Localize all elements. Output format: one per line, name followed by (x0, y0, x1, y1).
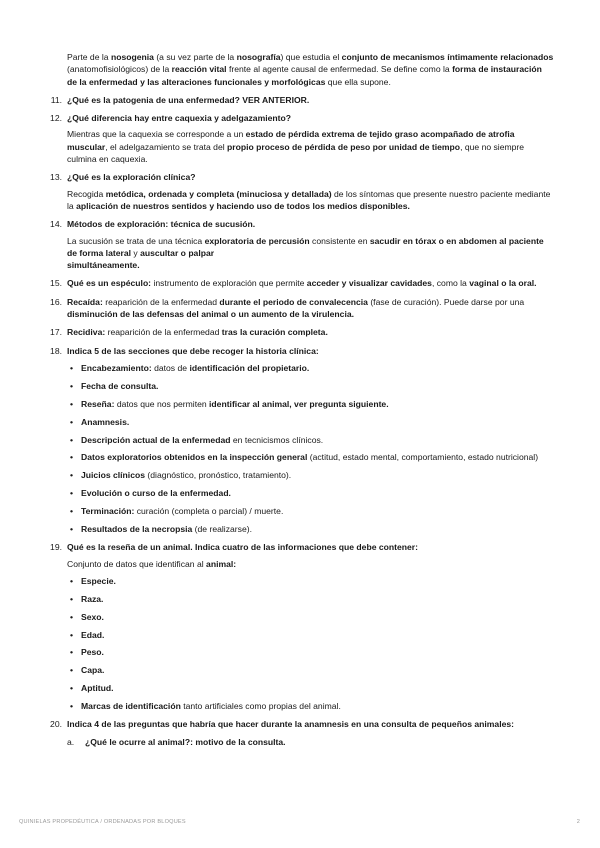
list-item (67, 700, 554, 712)
list-item (67, 469, 554, 481)
bullet-icon: • (70, 701, 74, 712)
text-run: en tecnicismos clínicos. (230, 434, 324, 445)
bold-run: Recaída: (67, 296, 103, 307)
list-item (67, 593, 554, 605)
bullet-icon: • (70, 470, 74, 481)
question-text: ¿Qué es la patogenia de una enfermedad? VER ANTERIOR. (67, 94, 310, 105)
question-number: 16. (50, 296, 62, 307)
bullet-icon: • (70, 434, 74, 445)
bold-run: forma de instauración de la enfermedad y las alteraciones funcionales y morfológicas (67, 64, 542, 87)
bold-run: Reseña: (81, 398, 115, 409)
answer-13 (49, 188, 554, 213)
bold-run: Qué es un espéculo: (67, 278, 152, 289)
question-18 (49, 345, 554, 357)
question-number: 18. (50, 345, 62, 356)
bullet-icon: • (70, 523, 74, 534)
text-run: Parte de la (67, 52, 111, 62)
question-text: Métodos de exploración: técnica de sucusión. (67, 219, 256, 230)
list-item (67, 451, 554, 463)
bold-run: Marcas de identificación (81, 701, 181, 712)
bold-run: durante el periodo de convalecencia (219, 296, 368, 307)
page-number: 2 (576, 819, 580, 825)
bold-run: auscultar o palpar (140, 247, 215, 258)
text-run: (actitud, estado mental, comportamiento, estado nutricional) (307, 452, 539, 463)
bold-run: Terminación: (81, 506, 135, 517)
bold-run: Descripción actual de la enfermedad (81, 434, 231, 445)
text-run: Conjunto de datos que identifican al (67, 558, 207, 569)
list-item (67, 611, 554, 623)
bold-run: Aptitud. (81, 683, 114, 694)
text-run: ) que estudia el (280, 52, 342, 62)
text-run: y (131, 247, 141, 258)
question-text: Indica 5 de las secciones que debe recoger la historia clínica: (67, 345, 319, 356)
question-number: 17. (50, 327, 62, 338)
question-text: ¿Qué es la exploración clínica? (67, 172, 196, 183)
list-item (67, 664, 554, 676)
bullet-icon: • (70, 452, 74, 463)
question-14 (49, 218, 554, 230)
text-run: Recogida (67, 188, 106, 199)
bullet-icon: • (70, 398, 74, 409)
bullet-icon: • (70, 593, 74, 604)
question-text: Indica 4 de las preguntas que habría que hacer durante la anamnesis en una consulta de pequeños animales: (67, 719, 515, 730)
question-number: 11. (50, 94, 62, 105)
bold-run: Fecha de consulta. (81, 380, 159, 391)
question-number: 19. (50, 542, 62, 553)
bullet-icon: • (70, 683, 74, 694)
text-run: tanto artificiales como propias del animal. (180, 701, 341, 712)
bold-run: Edad. (81, 629, 105, 640)
list-item (67, 362, 554, 374)
answer-14 (49, 235, 554, 272)
bold-run: Anamnesis. (81, 416, 130, 427)
question-number: 13. (50, 172, 62, 183)
bold-run: disminución de las defensas del animal o un aumento de la virulencia. (67, 309, 355, 320)
bold-run: Peso. (81, 647, 104, 658)
bullet-icon: • (70, 647, 74, 658)
bold-run: tras la curación completa. (221, 327, 328, 338)
question-19 (49, 541, 554, 553)
bold-run: Sexo. (81, 611, 104, 622)
bold-run: Raza. (81, 593, 104, 604)
history-sections-list (49, 362, 554, 535)
bullet-icon: • (70, 380, 74, 391)
question-number: 14. (50, 219, 62, 230)
bold-run: sacudir en tórax o en abdomen al paciente de forma lateral (67, 235, 544, 258)
text-run: instrumento de exploración que permite (151, 278, 307, 289)
bold-run: nosogenia (110, 52, 154, 62)
text-run: consistente en (309, 235, 370, 246)
bold-run: Recidiva: (67, 327, 106, 338)
list-item (67, 629, 554, 641)
bullet-icon: • (70, 362, 74, 373)
list-item (67, 682, 554, 694)
bullet-icon: • (70, 629, 74, 640)
list-item (67, 380, 554, 392)
bold-run: ¿Qué le ocurre al animal?: motivo de la consulta. (85, 736, 286, 747)
text-run: curación (completa o parcial) / muerte. (134, 506, 284, 517)
bullet-icon: • (70, 611, 74, 622)
text-run: reaparición de la enfermedad (105, 327, 222, 338)
text-run: frente al agente causal de enfermedad. Se define como la (226, 64, 453, 75)
bullet-icon: • (70, 488, 74, 499)
bold-run: Especie. (81, 575, 116, 586)
text-run: (diagnóstico, pronóstico, tratamiento). (145, 470, 292, 481)
list-item (67, 575, 554, 587)
text-run: (anatomofisiológicos) de la (67, 64, 172, 75)
text-run: (a su vez parte de la (153, 52, 237, 62)
bold-run: identificar al animal, ver pregunta siguiente. (209, 398, 389, 409)
text-run: , el adelgazamiento se trata del (105, 141, 228, 152)
text-run: de los síntomas que presente nuestro paciente mediante la (67, 188, 551, 211)
question-17 (49, 326, 554, 338)
question-12 (49, 112, 554, 124)
footer-title: QUINIELAS PROPEDÉUTICA / ORDENADAS POR BLOQUES (19, 819, 186, 825)
question-number: 15. (50, 278, 62, 289)
answer-12 (49, 128, 554, 165)
question-number: 12. (50, 113, 62, 124)
answer-19 (49, 558, 554, 570)
bold-run: conjunto de mecanismos íntimamente relacionados (341, 52, 554, 62)
list-item (67, 646, 554, 658)
bold-run: propio proceso de pérdida de peso por unidad de tiempo (227, 141, 461, 152)
list-item (67, 398, 554, 410)
bullet-icon: • (70, 665, 74, 676)
question-20 (49, 718, 554, 730)
list-item (67, 487, 554, 499)
bold-run: reacción vital (171, 64, 227, 75)
bullet-icon: • (70, 506, 74, 517)
bullet-icon: • (70, 416, 74, 427)
bold-run: exploratoria de percusión (204, 235, 310, 246)
bold-run: identificación del propietario. (189, 362, 310, 373)
question-text: ¿Qué diferencia hay entre caquexia y adelgazamiento? (67, 113, 291, 124)
text-run: , como la (431, 278, 470, 289)
text-run: datos que nos permiten (114, 398, 210, 409)
bold-run: Capa. (81, 665, 105, 676)
text-run: reaparición de la enfermedad (102, 296, 220, 307)
bold-run: Evolución o curso de la enfermedad. (81, 488, 231, 499)
question-11 (49, 94, 554, 106)
review-info-list (49, 575, 554, 713)
bold-run: acceder y visualizar cavidades (306, 278, 432, 289)
list-item (67, 416, 554, 428)
text-run: datos de (151, 362, 190, 373)
text-run: que ella supone. (325, 76, 391, 87)
intro-paragraph (49, 51, 554, 88)
bold-run: animal: (206, 558, 237, 569)
text-run: , que no siempre culmina en caquexia. (67, 141, 525, 165)
text-run: (fase de curación). Puede darse por una (367, 296, 525, 307)
question-number: 20. (50, 719, 62, 730)
question-16 (49, 296, 554, 321)
list-item (67, 434, 554, 446)
text-run: Mientras que la caquexia se corresponde a un (67, 129, 246, 140)
list-item (67, 505, 554, 517)
bold-run: metódica, ordenada y completa (minuciosa y detallada) (105, 188, 332, 199)
bold-run: aplicación de nuestros sentidos y haciendo uso de todos los medios disponibles. (76, 200, 410, 211)
bold-run: nosografía (236, 52, 281, 62)
bold-run: simultáneamente. (67, 260, 140, 271)
sub-item-a (49, 736, 554, 748)
list-item (67, 523, 554, 535)
page-footer (19, 819, 580, 825)
text-run: La sucusión se trata de una técnica (67, 235, 205, 246)
sub-item-letter: a. (67, 736, 75, 747)
bold-run: Resultados de la necropsia (81, 523, 193, 534)
bullet-icon: • (70, 575, 74, 586)
page-content (49, 51, 554, 748)
bold-run: Datos exploratorios obtenidos en la inspección general (81, 452, 308, 463)
question-13 (49, 171, 554, 183)
bold-run: estado de pérdida extrema de tejido graso acompañado de atrofia muscular (67, 129, 515, 152)
question-text: Qué es la reseña de un animal. Indica cuatro de las informaciones que debe contener: (67, 542, 419, 553)
bold-run: Encabezamiento: (81, 362, 152, 373)
bold-run: vaginal o la oral. (469, 278, 537, 289)
question-15 (49, 277, 554, 289)
text-run: (de realizarse). (192, 523, 252, 534)
bold-run: Juicios clínicos (81, 470, 145, 481)
